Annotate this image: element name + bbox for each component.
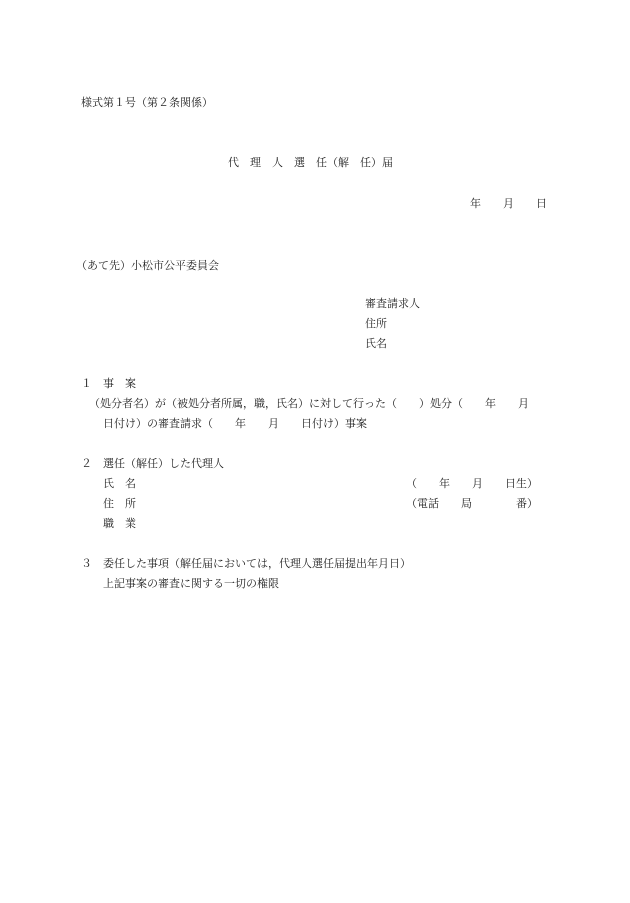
section1-heading: １ 事 案	[81, 377, 136, 390]
agent-occupation-label: 職 業	[103, 517, 136, 530]
requester-address-label: 住所	[365, 317, 387, 330]
requester-label: 審査請求人	[365, 297, 420, 310]
section2-heading: ２ 選任（解任）した代理人	[81, 457, 224, 470]
section1-line2: 日付け）の審査請求（ 年 月 日付け）事案	[103, 417, 367, 430]
agent-address-label: 住 所	[103, 497, 136, 510]
requester-name-label: 氏名	[365, 337, 387, 350]
form-number: 様式第１号（第２条関係）	[81, 96, 213, 109]
addressee: （あて先）小松市公平委員会	[76, 259, 219, 272]
section3-heading: ３ 委任した事項（解任届においては，代理人選任届提出年月日）	[81, 557, 411, 570]
document-title: 代 理 人 選 任（解 任）届	[228, 156, 393, 169]
agent-birth-date: （ 年 月 日生）	[406, 477, 538, 490]
section3-content: 上記事案の審査に関する一切の権限	[103, 577, 279, 590]
section1-line1: （処分者名）が（被処分者所属，職，氏名）に対して行った（ ）処分（ 年 月	[89, 397, 529, 410]
agent-phone: （電話 局 番）	[406, 497, 538, 510]
date-line: 年 月 日	[470, 197, 547, 210]
agent-name-label: 氏 名	[103, 477, 136, 490]
